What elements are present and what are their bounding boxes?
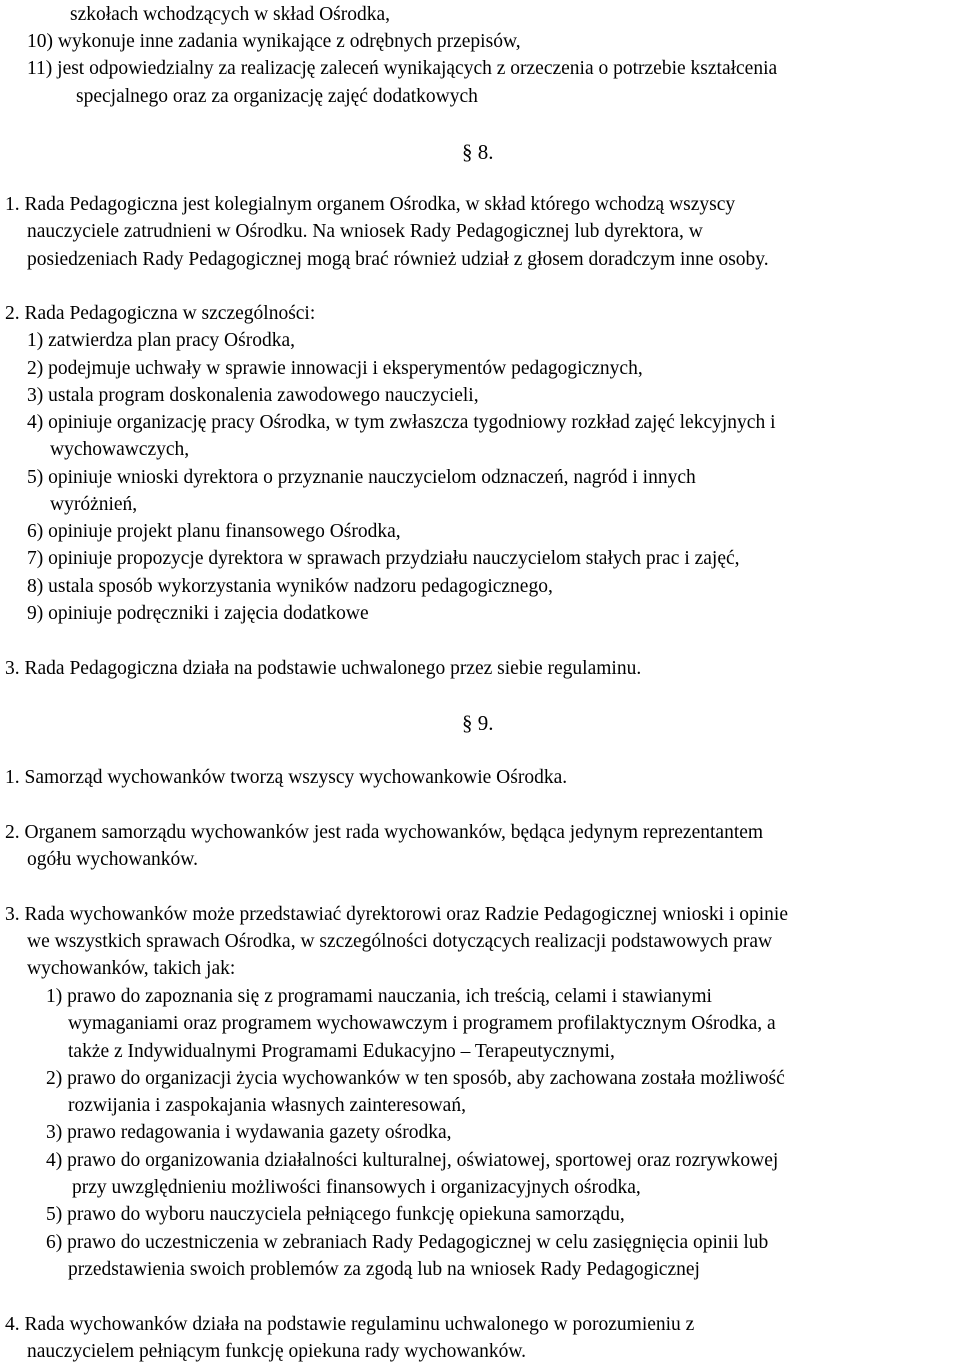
- sec9-para1: 1. Samorząd wychowanków tworzą wszyscy wychowankowie Ośrodka.: [5, 767, 568, 788]
- sec8-para2-intro: 2. Rada Pedagogiczna w szczególności:: [5, 303, 316, 324]
- sec8-item-6: 6) opiniuje projekt planu finansowego Ośrodka,: [27, 521, 401, 542]
- intro-item-11: 11) jest odpowiedzialny za realizację zaleceń wynikających z orzeczenia o potrzebie kształcenia: [27, 58, 778, 79]
- sec9-para3-line3: wychowanków, takich jak:: [27, 958, 236, 979]
- sec9-right-4-cont: przy uwzględnieniu możliwości finansowych i organizacyjnych ośrodka,: [72, 1177, 641, 1198]
- sec8-item-8: 8) ustala sposób wykorzystania wyników nadzoru pedagogicznego,: [27, 576, 553, 597]
- sec8-item-2: 2) podejmuje uchwały w sprawie innowacji i eksperymentów pedagogicznych,: [27, 358, 643, 379]
- intro-line: szkołach wchodzących w skład Ośrodka,: [70, 4, 391, 25]
- sec8-item-5-cont: wyróżnień,: [50, 494, 138, 515]
- sec9-para4-line2: nauczycielem pełniącym funkcję opiekuna rady wychowanków.: [27, 1341, 527, 1362]
- sec9-right-1: 1) prawo do zapoznania się z programami nauczania, ich treścią, celami i stawianymi: [46, 986, 712, 1007]
- sec9-para3-line2: we wszystkich sprawach Ośrodka, w szczególności dotyczących realizacji podstawowych praw: [27, 931, 773, 952]
- sec9-right-3: 3) prawo redagowania i wydawania gazety ośrodka,: [46, 1122, 452, 1143]
- sec8-item-4-cont: wychowawczych,: [50, 439, 190, 460]
- sec9-right-6-cont: przedstawienia swoich problemów za zgodą lub na wniosek Rady Pedagogicznej: [68, 1259, 700, 1280]
- sec8-item-4: 4) opiniuje organizację pracy Ośrodka, w tym zwłaszcza tygodniowy rozkład zajęć lekcyjnych i: [27, 412, 776, 433]
- sec8-item-7: 7) opiniuje propozycje dyrektora w sprawach przydziału nauczycielom stałych prac i zajęć,: [27, 548, 740, 569]
- sec8-para1-line3: posiedzeniach Rady Pedagogicznej mogą brać również udział z głosem doradczym inne osoby.: [27, 249, 769, 270]
- sec9-para2-line2: ogółu wychowanków.: [27, 849, 198, 870]
- sec9-para3-line1: 3. Rada wychowanków może przedstawiać dyrektorowi oraz Radzie Pedagogicznej wnioski i opinie: [5, 904, 788, 925]
- sec9-para2-line1: 2. Organem samorządu wychowanków jest rada wychowanków, będąca jedynym reprezentantem: [5, 822, 764, 843]
- sec9-right-4: 4) prawo do organizowania działalności kulturalnej, oświatowej, sportowej oraz rozrywkowej: [46, 1150, 779, 1171]
- section-9-heading: § 9.: [462, 711, 494, 735]
- sec8-para1-line1: 1. Rada Pedagogiczna jest kolegialnym organem Ośrodka, w skład którego wchodzą wszyscy: [5, 194, 736, 215]
- sec8-item-1: 1) zatwierdza plan pracy Ośrodka,: [27, 330, 296, 351]
- sec9-right-1-cont1: wymaganiami oraz programem wychowawczym i programem profilaktycznym Ośrodka, a: [68, 1013, 776, 1034]
- section-8-heading: § 8.: [462, 140, 494, 164]
- intro-item-10: 10) wykonuje inne zadania wynikające z odrębnych przepisów,: [27, 31, 521, 52]
- sec8-item-9: 9) opiniuje podręczniki i zajęcia dodatkowe: [27, 603, 369, 624]
- sec9-right-2: 2) prawo do organizacji życia wychowanków w ten sposób, aby zachowana została możliwość: [46, 1068, 785, 1089]
- sec8-para1-line2: nauczyciele zatrudnieni w Ośrodku. Na wniosek Rady Pedagogicznej lub dyrektora, w: [27, 221, 703, 242]
- sec9-right-1-cont2: także z Indywidualnymi Programami Edukacyjno – Terapeutycznymi,: [68, 1041, 615, 1062]
- sec9-right-5: 5) prawo do wyboru nauczyciela pełniącego funkcję opiekuna samorządu,: [46, 1204, 625, 1225]
- sec9-para4-line1: 4. Rada wychowanków działa na podstawie regulaminu uchwalonego w porozumieniu z: [5, 1314, 695, 1335]
- sec8-item-3: 3) ustala program doskonalenia zawodowego nauczycieli,: [27, 385, 479, 406]
- sec9-right-6: 6) prawo do uczestniczenia w zebraniach Rady Pedagogicznej w celu zasięgnięcia opinii lub: [46, 1232, 769, 1253]
- intro-item-11-cont: specjalnego oraz za organizację zajęć dodatkowych: [76, 86, 478, 107]
- sec8-item-5: 5) opiniuje wnioski dyrektora o przyznanie nauczycielom odznaczeń, nagród i innych: [27, 467, 696, 488]
- sec9-right-2-cont: rozwijania i zaspokajania własnych zainteresowań,: [68, 1095, 466, 1116]
- sec8-para3: 3. Rada Pedagogiczna działa na podstawie uchwalonego przez siebie regulaminu.: [5, 658, 642, 679]
